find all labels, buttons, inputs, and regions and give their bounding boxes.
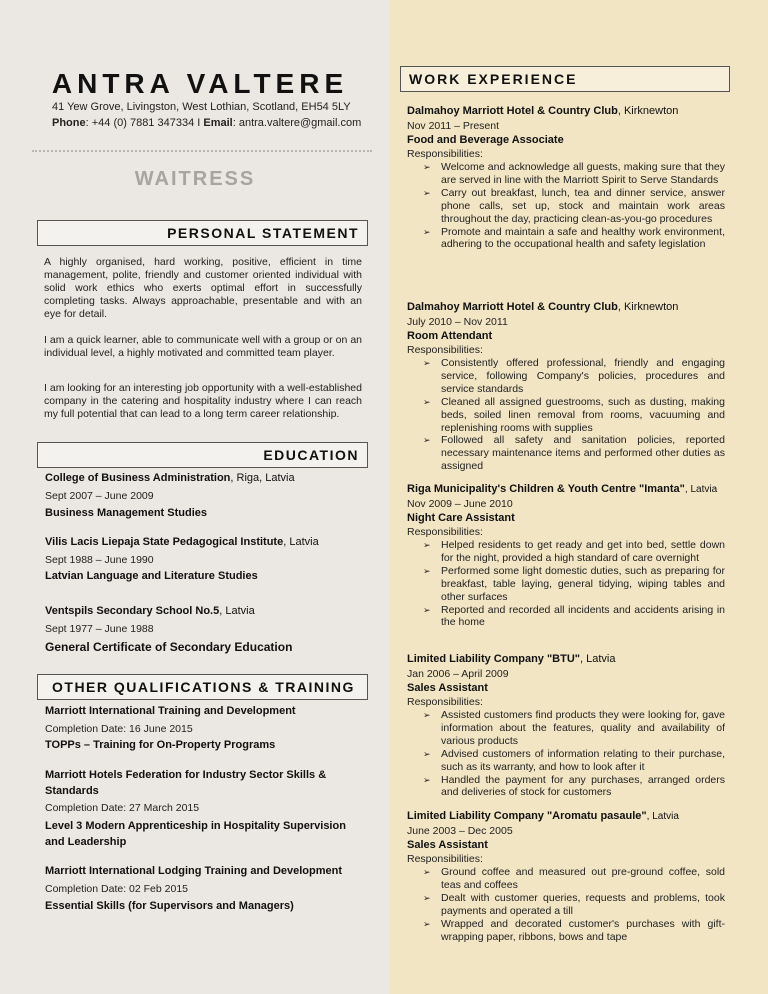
bullet-arrow-icon: ➢ bbox=[423, 565, 431, 576]
bullet-arrow-icon: ➢ bbox=[423, 867, 431, 877]
bullet-arrow-icon: ➢ bbox=[423, 774, 431, 785]
duty-text: Performed some light domestic duties, such as preparing for breakfast, table laying, general tidying, wiping tables and other surfaces bbox=[441, 564, 725, 603]
education-course: Business Management Studies bbox=[45, 507, 207, 519]
statement-paragraph: I am looking for an interesting job opportunity with a well-established company in the catering and hospitality industry where I can reach my full potential that can lead to a long term career relationship. bbox=[44, 382, 362, 420]
duty-item bbox=[407, 539, 725, 565]
duty-item bbox=[407, 357, 725, 396]
employer-location: , Kirknewton bbox=[617, 301, 679, 313]
qualification-provider: Standards bbox=[45, 785, 99, 797]
duty-item bbox=[407, 866, 725, 892]
phone-label: Phone bbox=[52, 117, 86, 129]
duty-item bbox=[407, 434, 725, 473]
job-entry bbox=[407, 652, 725, 799]
job-employer bbox=[407, 809, 725, 824]
duty-text: Wrapped and decorated customer's purchases with gift-wrapping paper, ribbons, bows and tape bbox=[441, 917, 725, 943]
candidate-name: ANTRA VALTERE bbox=[51, 68, 349, 99]
duty-item bbox=[407, 565, 725, 604]
phone-number: : +44 (0) 7881 347334 I bbox=[85, 117, 204, 129]
bullet-arrow-icon: ➢ bbox=[423, 540, 431, 550]
duty-item bbox=[407, 892, 725, 918]
duty-item bbox=[407, 709, 725, 748]
job-employer bbox=[407, 104, 725, 119]
duty-text: Dealt with customer queries, requests and problems, took payments and operated a till bbox=[441, 891, 725, 917]
job-role: Night Care Assistant bbox=[407, 512, 515, 524]
qualification-title: Level 3 Modern Apprenticeship in Hospitality Supervision bbox=[45, 820, 346, 832]
employer-location: , Latvia bbox=[646, 811, 679, 822]
duty-item bbox=[407, 226, 725, 252]
divider bbox=[32, 150, 372, 152]
statement-paragraph: A highly organised, hard working, positive, efficient in time management, polite, friendly and customer oriented individual with solid work ethics who exerts optimal effort in successfully completing tasks. Always approachable, presentable and with an eye for detail. bbox=[44, 256, 362, 320]
duty-text: Helped residents to get ready and get into bed, settle down for the night, provided a high standard of care overnight bbox=[441, 539, 725, 564]
qualifications-heading bbox=[37, 674, 368, 700]
duty-text: Advised customers of information relating to their purchase, such as its warranty, and how to look after it bbox=[441, 747, 725, 773]
duty-item bbox=[407, 748, 725, 774]
duty-text: Assisted customers find products they were looking for, gave information about the features, quality and availability of various products bbox=[441, 709, 725, 747]
job-role: Sales Assistant bbox=[407, 839, 488, 851]
duty-text: Reported and recorded all incidents and accidents arising in the home bbox=[441, 603, 725, 629]
education-institution bbox=[45, 605, 255, 617]
duty-text: Cleaned all assigned guestrooms, such as dusting, making beds, soiled linen removal from rooms, vacuuming and replenishing rooms with supplies bbox=[441, 395, 725, 434]
job-dates: Nov 2011 – Present bbox=[407, 120, 500, 132]
job-dates: July 2010 – Nov 2011 bbox=[407, 316, 508, 328]
duty-item bbox=[407, 774, 725, 800]
education-institution bbox=[45, 472, 295, 484]
institution-location: , Latvia bbox=[283, 536, 319, 548]
bullet-arrow-icon: ➢ bbox=[423, 710, 431, 720]
address: 41 Yew Grove, Livingston, West Lothian, Scotland, EH54 5LY bbox=[52, 101, 351, 113]
bullet-arrow-icon: ➢ bbox=[423, 187, 431, 198]
qualification-title: and Leadership bbox=[45, 836, 127, 848]
bullet-arrow-icon: ➢ bbox=[423, 435, 431, 446]
bullet-arrow-icon: ➢ bbox=[423, 162, 431, 172]
duty-list bbox=[407, 866, 725, 943]
employer-name: Riga Municipality's Children & Youth Centre "Imanta" bbox=[407, 483, 685, 495]
email-address: : antra.valtere@gmail.com bbox=[232, 117, 362, 129]
responsibilities-label: Responsibilities: bbox=[407, 148, 483, 160]
qualification-title: Essential Skills (for Supervisors and Managers) bbox=[45, 900, 294, 912]
bullet-arrow-icon: ➢ bbox=[423, 226, 431, 237]
contact-line bbox=[52, 117, 361, 129]
duty-item bbox=[407, 187, 725, 226]
job-role: Sales Assistant bbox=[407, 682, 488, 694]
qualification-date: Completion Date: 16 June 2015 bbox=[45, 723, 193, 735]
education-dates: Sept 1977 – June 1988 bbox=[45, 623, 154, 635]
job-entry bbox=[407, 482, 725, 629]
qualification-provider: Marriott International Training and Development bbox=[45, 705, 296, 717]
statement-paragraph: I am a quick learner, able to communicate well with a group or on an individual level, a highly motivated and committed team player. bbox=[44, 334, 362, 359]
education-heading bbox=[37, 442, 368, 468]
duty-item bbox=[407, 396, 725, 435]
institution-name: College of Business Administration bbox=[45, 472, 231, 484]
institution-name: Ventspils Secondary School No.5 bbox=[45, 605, 220, 617]
work-experience-heading: WORK EXPERIENCE bbox=[400, 66, 730, 92]
education-dates: Sept 2007 – June 2009 bbox=[45, 490, 154, 502]
education-dates: Sept 1988 – June 1990 bbox=[45, 554, 154, 566]
employer-name: Dalmahoy Marriott Hotel & Country Club bbox=[407, 301, 618, 313]
duty-item bbox=[407, 918, 725, 944]
responsibilities-label: Responsibilities: bbox=[407, 526, 483, 538]
duty-list bbox=[407, 709, 725, 799]
qualification-provider: Marriott International Lodging Training and Development bbox=[45, 865, 343, 877]
bullet-arrow-icon: ➢ bbox=[423, 358, 431, 368]
section-heading-label: OTHER QUALIFICATIONS & TRAINING bbox=[52, 679, 355, 695]
job-dates: June 2003 – Dec 2005 bbox=[407, 825, 513, 837]
duty-text: Promote and maintain a safe and healthy work environment, adhering to the occupational health and safety legislation bbox=[441, 225, 725, 251]
education-institution bbox=[45, 536, 319, 548]
job-entry bbox=[407, 809, 725, 943]
education-course: General Certificate of Secondary Education bbox=[45, 640, 293, 654]
qualification-title: TOPPs – Training for On-Property Programs bbox=[45, 739, 276, 751]
institution-location: , Riga, Latvia bbox=[230, 472, 295, 484]
responsibilities-label: Responsibilities: bbox=[407, 344, 483, 356]
qualification-date: Completion Date: 02 Feb 2015 bbox=[45, 883, 189, 895]
duty-list bbox=[407, 539, 725, 629]
duty-text: Carry out breakfast, lunch, tea and dinner service, answer phone calls, set up, stock and maintain work areas throughout the day, practicing clean-as-you-go procedures bbox=[441, 186, 725, 225]
bullet-arrow-icon: ➢ bbox=[423, 892, 431, 903]
job-employer bbox=[407, 482, 725, 497]
institution-name: Vilis Lacis Liepaja State Pedagogical Institute bbox=[45, 536, 284, 548]
responsibilities-label: Responsibilities: bbox=[407, 853, 483, 865]
education-course: Latvian Language and Literature Studies bbox=[45, 570, 258, 582]
duty-text: Handled the payment for any purchases, arranged orders and deliveries of stock for customers bbox=[441, 773, 725, 799]
institution-location: , Latvia bbox=[219, 605, 255, 617]
job-entry bbox=[407, 104, 725, 251]
bullet-arrow-icon: ➢ bbox=[423, 396, 431, 407]
bullet-arrow-icon: ➢ bbox=[423, 918, 431, 929]
job-role-title: WAITRESS bbox=[134, 168, 256, 190]
employer-location: , Kirknewton bbox=[617, 105, 679, 117]
job-entry bbox=[407, 300, 725, 473]
duty-text: Followed all safety and sanitation policies, reported necessary maintenance items and performed other duties as assigned bbox=[441, 434, 725, 473]
duty-item bbox=[407, 161, 725, 187]
job-employer bbox=[407, 652, 725, 667]
job-dates: Jan 2006 – April 2009 bbox=[407, 668, 509, 680]
bullet-arrow-icon: ➢ bbox=[423, 604, 431, 615]
qualification-provider: Marriott Hotels Federation for Industry Sector Skills & bbox=[45, 769, 327, 781]
bullet-arrow-icon: ➢ bbox=[423, 748, 431, 759]
employer-name: Dalmahoy Marriott Hotel & Country Club bbox=[407, 105, 618, 117]
employer-name: Limited Liability Company "BTU" bbox=[407, 653, 580, 665]
section-heading-label: EDUCATION bbox=[263, 447, 359, 463]
duty-text: Consistently offered professional, friendly and engaging service, following Company's policies, procedures and service standards bbox=[441, 357, 725, 395]
job-employer bbox=[407, 300, 725, 315]
qualification-date: Completion Date: 27 March 2015 bbox=[45, 802, 200, 814]
section-heading-label: PERSONAL STATEMENT bbox=[167, 225, 359, 241]
duty-text: Welcome and acknowledge all guests, making sure that they are served in line with the Marriott Spirit to Serve Standards bbox=[441, 161, 725, 186]
job-dates: Nov 2009 – June 2010 bbox=[407, 498, 513, 510]
responsibilities-label: Responsibilities: bbox=[407, 696, 483, 708]
job-role: Food and Beverage Associate bbox=[407, 134, 564, 146]
duty-item bbox=[407, 604, 725, 630]
personal-statement-heading bbox=[37, 220, 368, 246]
job-role: Room Attendant bbox=[407, 330, 493, 342]
duty-list bbox=[407, 161, 725, 251]
email-label: Email bbox=[203, 117, 233, 129]
duty-text: Ground coffee and measured out pre-ground coffee, sold teas and coffees bbox=[441, 866, 725, 891]
employer-location: , Latvia bbox=[684, 484, 718, 495]
duty-list bbox=[407, 357, 725, 473]
employer-location: , Latvia bbox=[580, 653, 616, 665]
employer-name: Limited Liability Company "Aromatu pasaule" bbox=[407, 810, 647, 822]
